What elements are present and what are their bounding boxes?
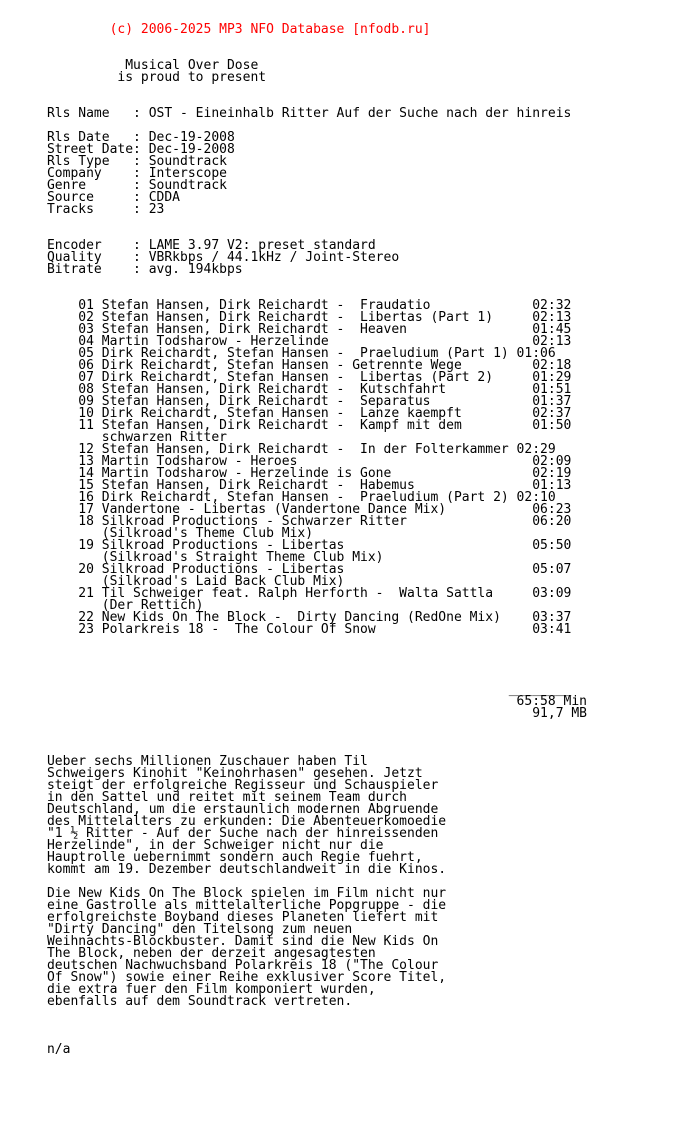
nfo-line: 06 Dirk Reichardt, Stefan Hansen - Getrennte Wege 02:18 xyxy=(0,358,572,373)
nfo-line: 14 Martin Todsharow - Herzelinde is Gone 02:19 xyxy=(0,466,572,481)
nfo-line: schwarzen Ritter xyxy=(0,430,227,445)
nfo-line: "Dirty Dancing" den Titelsong zum neuen xyxy=(0,922,353,937)
nfo-line: 10 Dirk Reichardt, Stefan Hansen - Lanze kaempft 02:37 xyxy=(0,406,572,421)
nfo-line: 91,7 MB xyxy=(0,706,587,721)
nfo-line: n/a xyxy=(0,1042,71,1057)
nfo-line: des Mittelalters zu erkunden: Die Abenteuerkomoedie xyxy=(0,814,447,829)
nfo-line xyxy=(0,636,680,648)
nfo-line: Herzelinde", in der Schweiger nicht nur die xyxy=(0,838,384,853)
nfo-line: is proud to present xyxy=(0,70,267,85)
nfo-line xyxy=(0,84,680,96)
nfo-line: Schweigers Kinohit "Keinohrhasen" gesehen. Jetzt xyxy=(0,766,423,781)
nfo-line: 03 Stefan Hansen, Dirk Reichardt - Heaven 01:45 xyxy=(0,322,572,337)
nfo-line: (Silkroad's Straight Theme Club Mix) xyxy=(0,550,384,565)
nfo-line: 65:58 Min xyxy=(0,694,587,709)
nfo-line xyxy=(0,1020,680,1032)
nfo-line: 17 Vandertone - Libertas (Vandertone Dance Mix) 06:23 xyxy=(0,502,572,517)
nfo-line: Rls Name : OST - Eineinhalb Ritter Auf der Suche nach der hinreis xyxy=(0,106,572,121)
nfo-line: 05 Dirk Reichardt, Stefan Hansen - Praeludium (Part 1) 01:06 xyxy=(0,346,556,361)
nfo-line: 04 Martin Todsharow - Herzelinde 02:13 xyxy=(0,334,572,349)
nfo-line: Musical Over Dose xyxy=(0,58,259,73)
nfo-lines xyxy=(0,60,680,1056)
nfo-line: (Silkroad's Theme Club Mix) xyxy=(0,526,314,541)
nfo-line: Rls Type : Soundtrack xyxy=(0,154,227,169)
nfo-line: Weihnachts-Blockbuster. Damit sind die New Kids On xyxy=(0,934,439,949)
nfo-line: Street Date: Dec-19-2008 xyxy=(0,142,235,157)
nfo-line: (Silkroad's Laid Back Club Mix) xyxy=(0,574,345,589)
nfo-line xyxy=(0,1032,680,1044)
nfo-line: 12 Stefan Hansen, Dirk Reichardt - In der Folterkammer 02:29 xyxy=(0,442,556,457)
nfo-line: Source : CDDA xyxy=(0,190,181,205)
nfo-header: (c) 2006-2025 MP3 NFO Database [nfodb.ru] xyxy=(0,22,431,37)
nfo-line: Die New Kids On The Block spielen im Film nicht nur xyxy=(0,886,447,901)
nfo-line: 01 Stefan Hansen, Dirk Reichardt - Fraudatio 02:32 xyxy=(0,298,572,313)
nfo-line xyxy=(0,1008,680,1020)
nfo-line: "1 ½ Ritter - Auf der Suche nach der hinreissenden xyxy=(0,826,439,841)
nfo-line: kommt am 19. Dezember deutschlandweit in die Kinos. xyxy=(0,862,447,877)
nfo-line: 08 Stefan Hansen, Dirk Reichardt - Kutschfahrt 01:51 xyxy=(0,382,572,397)
nfo-line: The Block, neben der derzeit angesagtesten xyxy=(0,946,376,961)
nfo-line: Genre : Soundtrack xyxy=(0,178,227,193)
nfo-line xyxy=(0,276,680,288)
nfo-line: die extra fuer den Film komponiert wurden, xyxy=(0,982,376,997)
nfo-line: steigt der erfolgreiche Regisseur und Schauspieler xyxy=(0,778,439,793)
nfo-line xyxy=(0,720,680,732)
nfo-line: (Der Rettich) xyxy=(0,598,204,613)
nfo-line: 23 Polarkreis 18 - The Colour Of Snow 03:41 xyxy=(0,622,572,637)
nfo-line: ebenfalls auf dem Soundtrack vertreten. xyxy=(0,994,353,1009)
nfo-line: Rls Date : Dec-19-2008 xyxy=(0,130,235,145)
nfo-line: Bitrate : avg. 194kbps xyxy=(0,262,243,277)
nfo-line: 09 Stefan Hansen, Dirk Reichardt - Separatus 01:37 xyxy=(0,394,572,409)
nfo-line: deutschen Nachwuchsband Polarkreis 18 ("The Colour xyxy=(0,958,439,973)
nfo-line: erfolgreichste Boyband dieses Planeten liefert mit xyxy=(0,910,439,925)
nfo-line: eine Gastrolle als mittelalterliche Popgruppe - die xyxy=(0,898,447,913)
nfo-line: 16 Dirk Reichardt, Stefan Hansen - Praeludium (Part 2) 02:10 xyxy=(0,490,556,505)
nfo-line: 07 Dirk Reichardt, Stefan Hansen - Libertas (Part 2) 01:29 xyxy=(0,370,572,385)
nfo-line: Encoder : LAME 3.97 V2: preset standard xyxy=(0,238,376,253)
nfo-line: in den Sattel und reitet mit seinem Team durch xyxy=(0,790,407,805)
nfo-line xyxy=(0,660,680,672)
nfo-line xyxy=(0,216,680,228)
nfo-line xyxy=(0,648,680,660)
nfo-line: 18 Silkroad Productions - Schwarzer Ritter 06:20 xyxy=(0,514,572,529)
nfo-line: Ueber sechs Millionen Zuschauer haben Til xyxy=(0,754,368,769)
nfo-line: 19 Silkroad Productions - Libertas 05:50 xyxy=(0,538,572,553)
nfo-line: Hauptrolle uebernimmt sondern auch Regie fuehrt, xyxy=(0,850,423,865)
nfo-line: 20 Silkroad Productions - Libertas 05:07 xyxy=(0,562,572,577)
nfo-line: 11 Stefan Hansen, Dirk Reichardt - Kampf mit dem 01:50 xyxy=(0,418,572,433)
nfo-line xyxy=(0,732,680,744)
nfo-line: Of Snow") sowie einer Reihe exklusiver Score Titel, xyxy=(0,970,447,985)
nfo-line: Deutschland, um die erstaunlich modernen Abgruende xyxy=(0,802,439,817)
nfo-line: Tracks : 23 xyxy=(0,202,165,217)
nfo-line: 22 New Kids On The Block - Dirty Dancing (RedOne Mix) 03:37 xyxy=(0,610,572,625)
nfo-line: 21 Til Schweiger feat. Ralph Herforth - Walta Sattla 03:09 xyxy=(0,586,572,601)
nfo-line: Quality : VBRkbps / 44.1kHz / Joint-Stereo xyxy=(0,250,400,265)
nfo-line: ________ xyxy=(0,682,572,697)
nfo-line: 15 Stefan Hansen, Dirk Reichardt - Habemus 01:13 xyxy=(0,478,572,493)
nfo-line: 13 Martin Todsharow - Heroes 02:09 xyxy=(0,454,572,469)
nfo-line: 02 Stefan Hansen, Dirk Reichardt - Libertas (Part 1) 02:13 xyxy=(0,310,572,325)
nfo-line: Company : Interscope xyxy=(0,166,227,181)
